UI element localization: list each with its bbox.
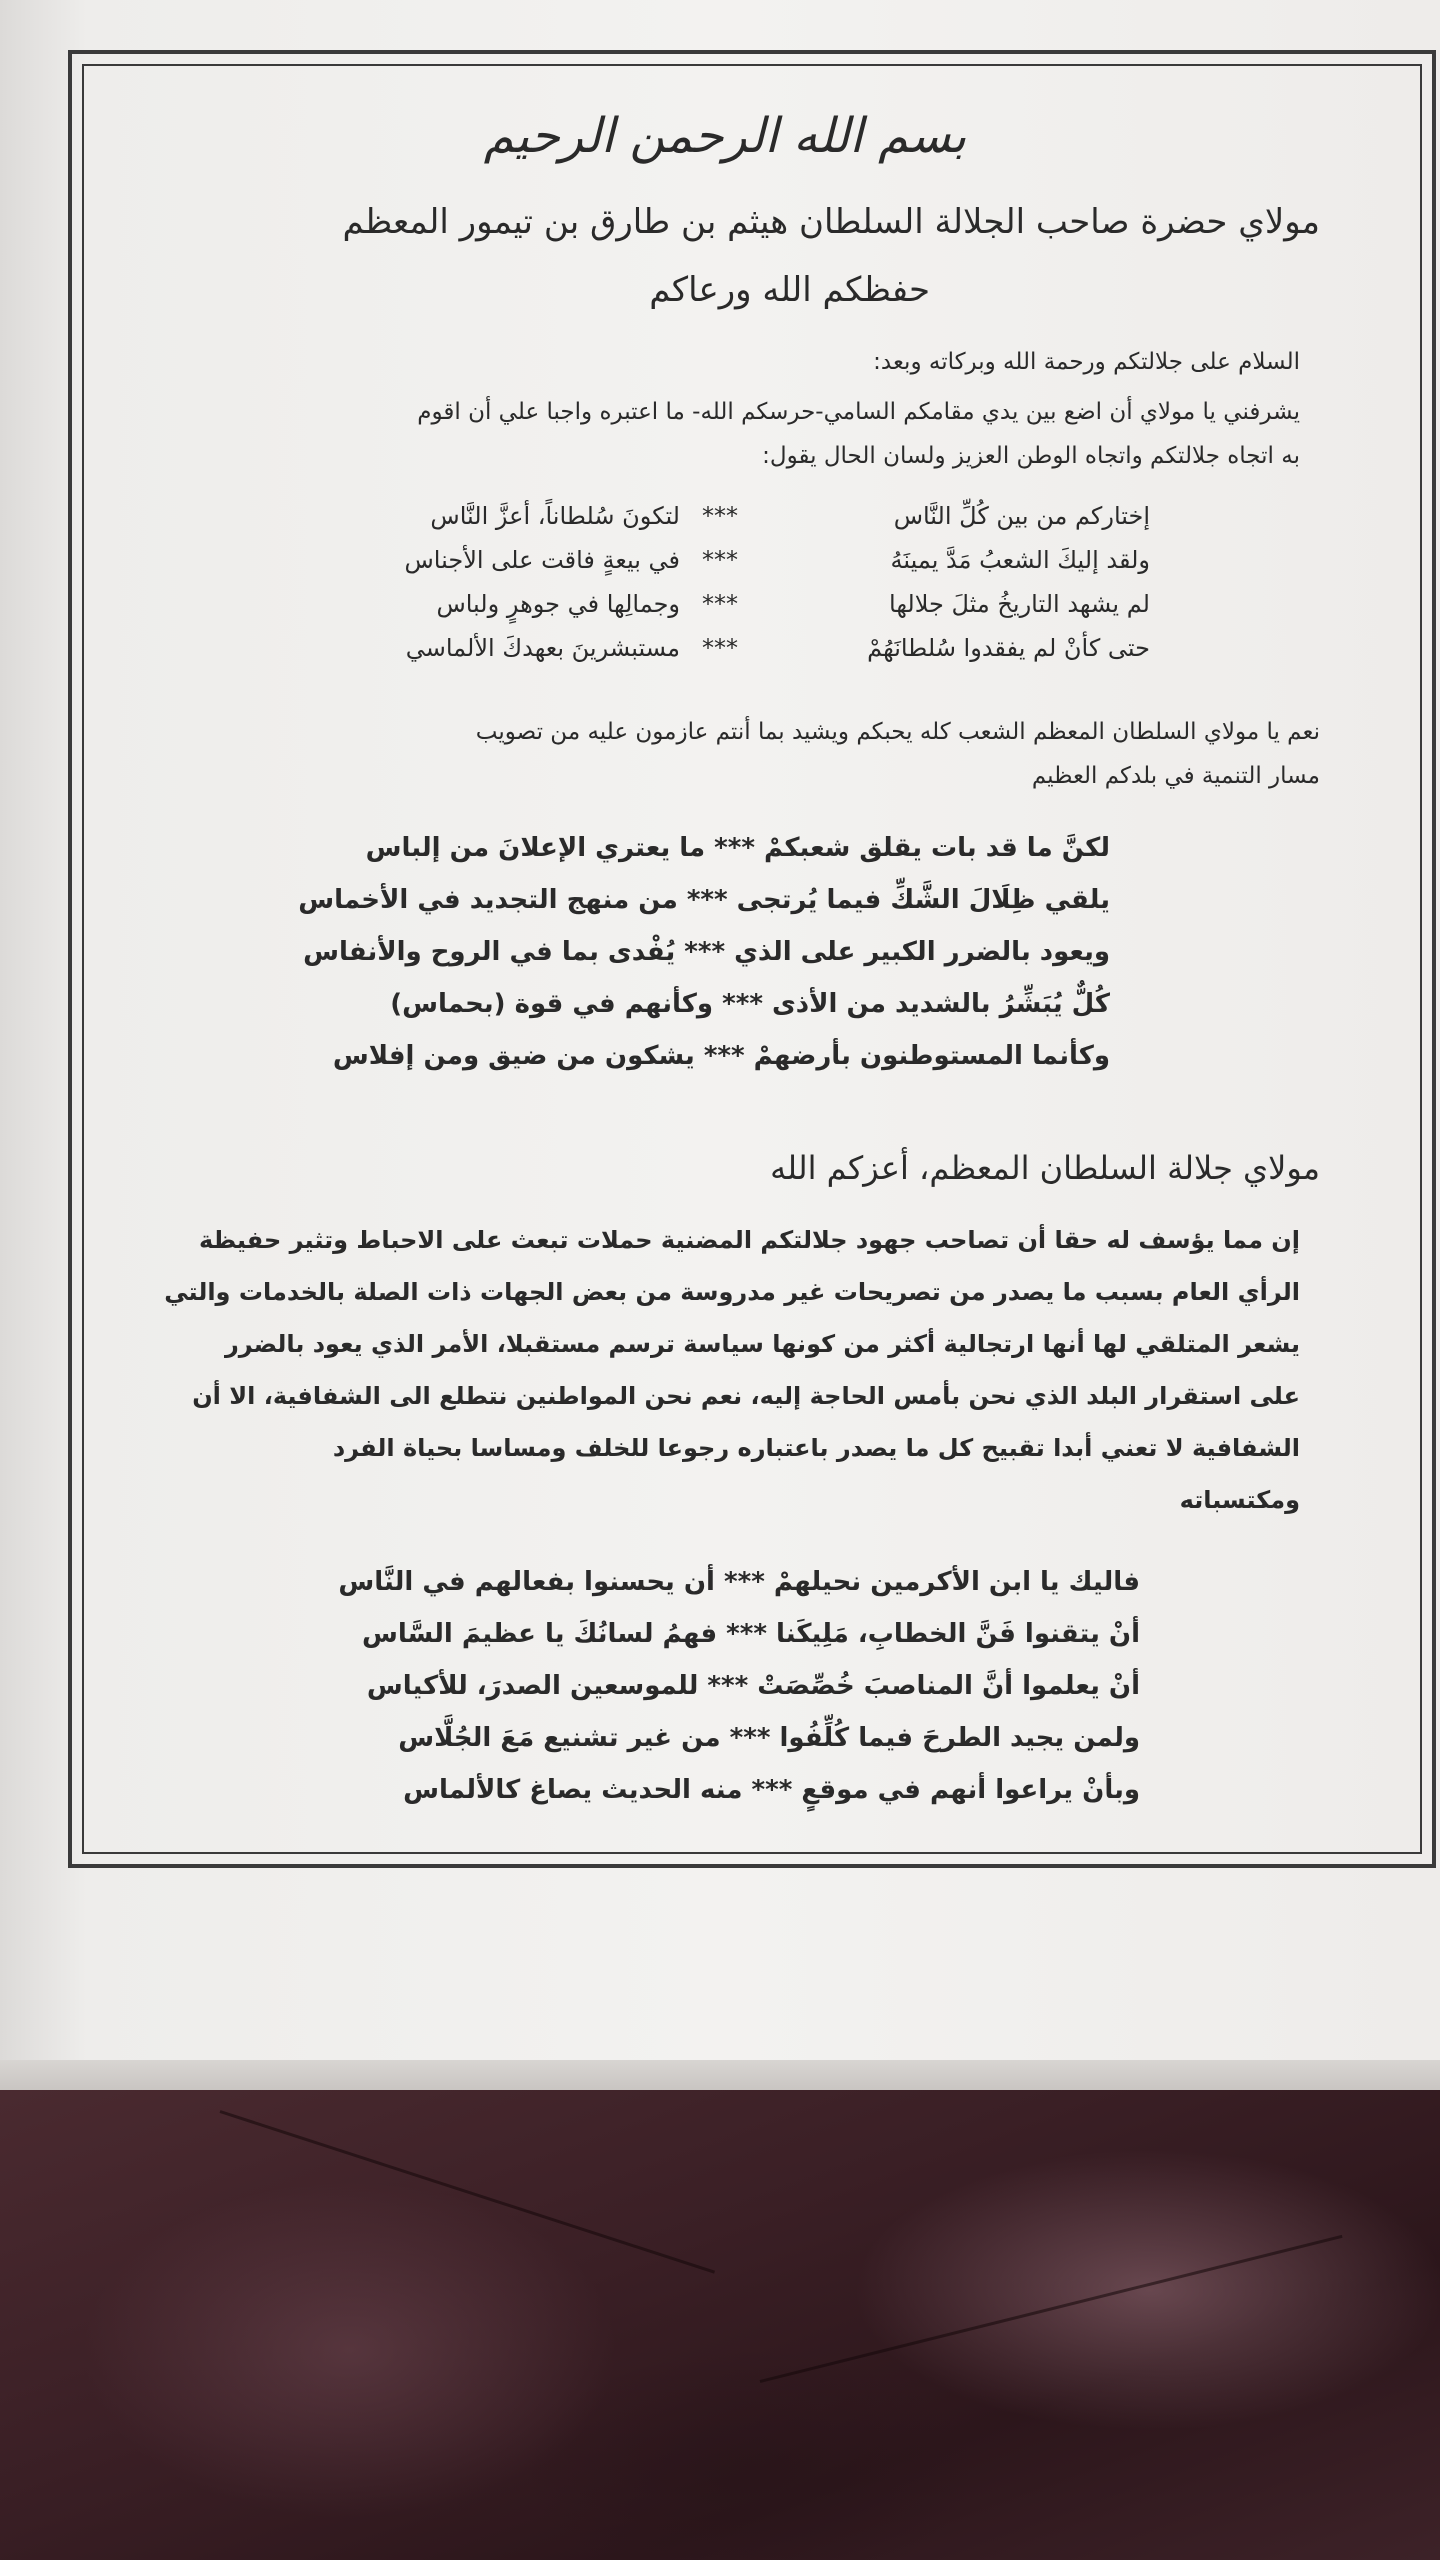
letter-body bbox=[110, 70, 1340, 1816]
poem-verse: أنْ يعلموا أنَّ المناصبَ خُصِّصَتْ *** للموسعين الصدرَ، للأكياس bbox=[366, 1671, 1140, 1701]
section-heading: مولاي جلالة السلطان المعظم، أعزكم الله bbox=[770, 1149, 1320, 1187]
paper-edge bbox=[0, 2060, 1440, 2090]
verse-separator: *** bbox=[702, 590, 738, 618]
paragraph-line: ومكتسباته bbox=[1179, 1486, 1300, 1514]
poem-block-3 bbox=[110, 1556, 1140, 1816]
poem-verse: وبأنْ يراعوا أنهم في موقعٍ *** منه الحديث يصاغ كالألماس bbox=[403, 1775, 1140, 1805]
verse-hemistich: في بيعةٍ فاقت على الأجناس bbox=[404, 546, 680, 574]
intro-line: به اتجاه جلالتكم واتجاه الوطن العزيز ولسان الحال يقول: bbox=[762, 443, 1300, 469]
paragraph-line: الشفافية لا تعني أبدا تقبيح كل ما يصدر باعتباره رجوعا للخلف ومساسا بحياة الفرد bbox=[332, 1434, 1300, 1462]
poem-verse: أنْ يتقنوا فَنَّ الخطابِ، مَلِيكَنا *** فهمُ لسانُكَ يا عظيمَ السَّاس bbox=[362, 1619, 1140, 1649]
poem-verse: كُلٌّ يُبَشِّرُ بالشديد من الأذى *** وكأنهم في قوة (بحماس) bbox=[390, 989, 1110, 1019]
basmala-calligraphy: بسم الله الرحمن الرحيم bbox=[483, 108, 967, 164]
verse-hemistich: لم يشهد التاريخُ مثلَ جلالها bbox=[889, 590, 1150, 618]
paragraph-line: إن مما يؤسف له حقا أن تصاحب جهود جلالتكم المضنية حملات تبعث على الاحباط وتثير حفيظة bbox=[198, 1226, 1300, 1254]
verse-hemistich: وجمالِها في جوهرٍ ولباس bbox=[436, 590, 680, 618]
greeting: السلام على جلالتكم ورحمة الله وبركاته وبعد: bbox=[873, 349, 1300, 375]
address-line: مولاي حضرة صاحب الجلالة السلطان هيثم بن طارق بن تيمور المعظم bbox=[342, 202, 1320, 242]
paragraph-line: الرأي العام بسبب ما يصدر من تصريحات غير مدروسة من بعض الجهات ذات الصلة بالخدمات والتي bbox=[164, 1278, 1300, 1306]
verse-hemistich: لتكونَ سُلطاناً، أعزَّ النَّاس bbox=[430, 502, 680, 530]
poem-verse: ولمن يجيد الطرحَ فيما كُلِّفُوا *** من غير تشنيع مَعَ الجُلَّاس bbox=[398, 1723, 1140, 1753]
poem-verse: فاليك يا ابن الأكرمين نحيلهمْ *** أن يحسنوا بفعالهم في النَّاس bbox=[338, 1567, 1140, 1597]
intro-line: يشرفني يا مولاي أن اضع بين يدي مقامكم السامي-حرسكم الله- ما اعتبره واجبا علي أن اقوم bbox=[417, 399, 1300, 425]
verse-separator: *** bbox=[702, 546, 738, 574]
verse-separator: *** bbox=[702, 634, 738, 662]
verse-hemistich: حتى كأنْ لم يفقدوا سُلطانَهُمْ bbox=[867, 634, 1150, 662]
poem-block-2 bbox=[110, 822, 1110, 1082]
poem-verse bbox=[110, 538, 1150, 582]
paragraph-line: مسار التنمية في بلدكم العظيم bbox=[1031, 763, 1320, 789]
verse-hemistich: مستبشرينَ بعهدكَ الألماسي bbox=[405, 634, 680, 662]
poem-verse: ويعود بالضرر الكبير على الذي *** يُفْدى بما في الروح والأنفاس bbox=[303, 937, 1110, 967]
verse-hemistich: ولقد إليكَ الشعبُ مَدَّ يمينَهُ bbox=[890, 546, 1150, 574]
poem-verse bbox=[110, 494, 1150, 538]
paragraph-line: يشعر المتلقي لها أنها ارتجالية أكثر من كونها سياسة ترسم مستقبلا، الأمر الذي يعود بالضرر bbox=[224, 1330, 1300, 1358]
poem-verse: وكأنما المستوطنون بأرضهمْ *** يشكون من ضيق ومن إفلاس bbox=[332, 1041, 1110, 1071]
poem-verse bbox=[110, 582, 1150, 626]
verse-hemistich: إختاركم من بين كُلِّ النَّاس bbox=[893, 502, 1150, 530]
paragraph-line: نعم يا مولاي السلطان المعظم الشعب كله يحبكم ويشيد بما أنتم عازمون عليه من تصويب bbox=[475, 719, 1320, 745]
fabric-background bbox=[0, 2090, 1440, 2560]
blessing-line: حفظكم الله ورعاكم bbox=[649, 270, 930, 310]
poem-verse bbox=[110, 626, 1150, 670]
poem-verse: لكنَّ ما قد بات يقلق شعبكمْ *** ما يعتري الإعلانَ من إلباس bbox=[365, 833, 1110, 863]
paragraph-block bbox=[110, 1214, 1300, 1526]
poem-block-1 bbox=[110, 494, 1150, 670]
poem-verse: يلقي ظِلَالَ الشَّكِّ فيما يُرتجى *** من منهج التجديد في الأخماس bbox=[298, 885, 1110, 915]
verse-separator: *** bbox=[702, 502, 738, 530]
paragraph-line: على استقرار البلد الذي نحن بأمس الحاجة إليه، نعم نحن المواطنين نتطلع الى الشفافية، الا أن bbox=[192, 1382, 1300, 1410]
